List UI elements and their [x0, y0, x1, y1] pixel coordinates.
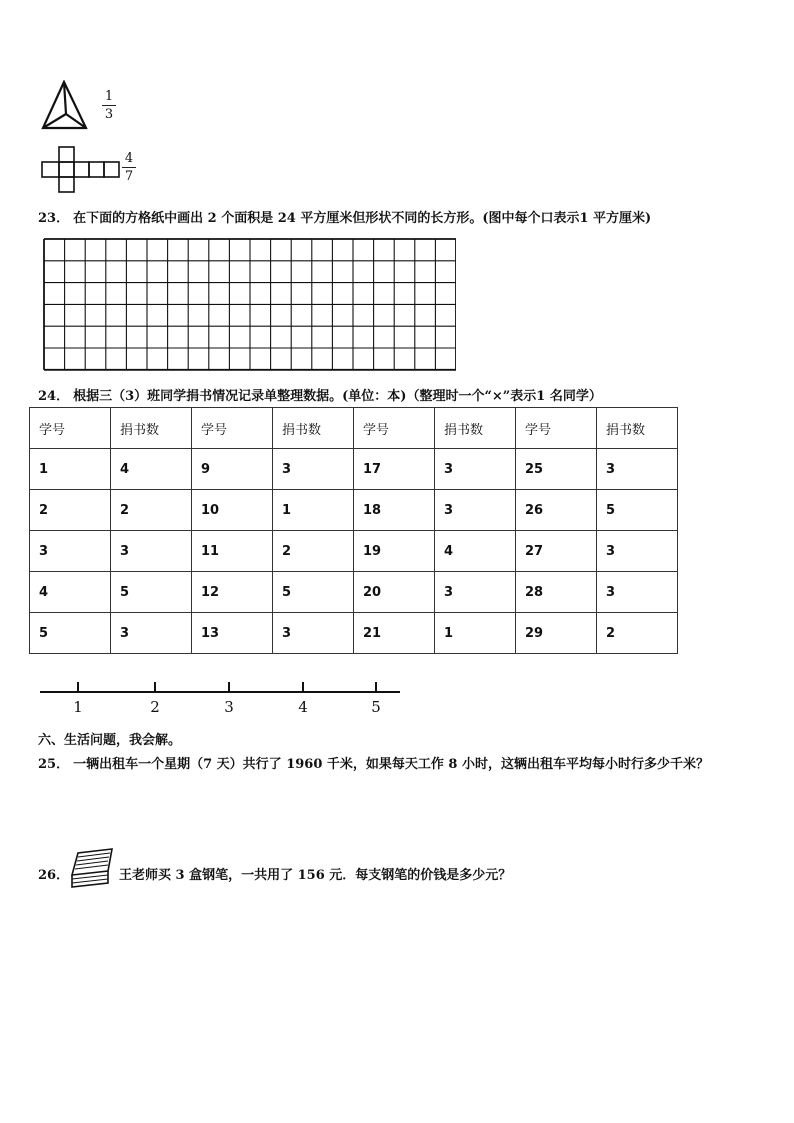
tetrahedron-figure	[40, 80, 90, 132]
table-cell: 3	[435, 449, 516, 490]
table-cell: 13	[192, 613, 273, 654]
header-cell: 学号	[354, 408, 435, 449]
cube-net-figure	[40, 146, 122, 194]
question-text: 在下面的方格纸中画出 2 个面积是 24 平方厘米但形状不同的长方形。(图中每个口表示1 平方厘米)	[73, 211, 652, 226]
table-cell: 1	[273, 490, 354, 531]
table-cell: 4	[30, 572, 111, 613]
table-cell: 25	[516, 449, 597, 490]
question-number: 25．	[38, 757, 70, 772]
table-cell: 3	[435, 490, 516, 531]
table-cell: 2	[597, 613, 678, 654]
fraction-four-sevenths	[122, 151, 136, 184]
table-cell: 3	[273, 449, 354, 490]
number-line-label: 1	[73, 698, 83, 716]
table-cell: 26	[516, 490, 597, 531]
header-cell: 捐书数	[111, 408, 192, 449]
header-cell: 捐书数	[273, 408, 354, 449]
question-number: 24．	[38, 389, 70, 404]
number-line-label: 4	[298, 698, 308, 716]
table-cell: 3	[597, 572, 678, 613]
table-row	[30, 490, 678, 531]
header-cell: 学号	[516, 408, 597, 449]
number-line-label: 5	[371, 698, 381, 716]
table-cell: 2	[273, 531, 354, 572]
table-cell: 3	[597, 449, 678, 490]
table-cell: 3	[435, 572, 516, 613]
header-cell: 学号	[192, 408, 273, 449]
number-line-label: 3	[224, 698, 234, 716]
table-row	[30, 531, 678, 572]
header-cell: 捐书数	[435, 408, 516, 449]
question-text: 一辆出租车一个星期（7 天）共行了 1960 千米，如果每天工作 8 小时，这辆出租车平均每小时行多少千米？	[73, 757, 709, 772]
table-cell: 12	[192, 572, 273, 613]
table-row	[30, 449, 678, 490]
table-cell: 9	[192, 449, 273, 490]
number-line-label: 2	[150, 698, 160, 716]
header-cell: 捐书数	[597, 408, 678, 449]
question-text: 根据三（3）班同学捐书情况记录单整理数据。(单位：本)（整理时一个“×”表示1 名同学）	[73, 389, 602, 404]
table-cell: 17	[354, 449, 435, 490]
table-cell: 2	[111, 490, 192, 531]
table-cell: 29	[516, 613, 597, 654]
question-26-text: 王老师买 3 盒钢笔，一共用了 156 元．每支钢笔的价钱是多少元？	[119, 868, 512, 883]
table-cell: 5	[597, 490, 678, 531]
table-cell: 3	[111, 613, 192, 654]
question-24	[38, 385, 602, 404]
table-cell: 20	[354, 572, 435, 613]
question-25	[38, 753, 709, 772]
grid-paper[interactable]	[42, 237, 456, 371]
table-cell: 21	[354, 613, 435, 654]
table-cell: 4	[435, 531, 516, 572]
fraction-numerator: 4	[124, 151, 134, 166]
table-header-row	[30, 408, 678, 449]
table-cell: 19	[354, 531, 435, 572]
table-row	[30, 613, 678, 654]
question-26-number: 26．	[38, 868, 70, 883]
table-cell: 27	[516, 531, 597, 572]
table-cell: 4	[111, 449, 192, 490]
fraction-numerator: 1	[104, 89, 114, 104]
question-23	[38, 207, 651, 226]
fraction-one-third	[102, 89, 116, 122]
table-cell: 28	[516, 572, 597, 613]
table-cell: 3	[30, 531, 111, 572]
table-cell: 3	[597, 531, 678, 572]
number-line	[38, 680, 402, 696]
table-cell: 1	[30, 449, 111, 490]
table-cell: 5	[273, 572, 354, 613]
fraction-denominator: 3	[104, 107, 114, 122]
table-cell: 11	[192, 531, 273, 572]
table-cell: 5	[111, 572, 192, 613]
section-heading: 六、生活问题，我会解。	[38, 733, 182, 748]
table-cell: 3	[273, 613, 354, 654]
fraction-denominator: 7	[124, 169, 134, 184]
table-cell: 1	[435, 613, 516, 654]
table-cell: 5	[30, 613, 111, 654]
pen-box-icon	[68, 845, 116, 893]
table-cell: 10	[192, 490, 273, 531]
table-cell: 18	[354, 490, 435, 531]
donation-record-table	[29, 407, 678, 654]
header-cell: 学号	[30, 408, 111, 449]
table-cell: 2	[30, 490, 111, 531]
question-number: 23．	[38, 211, 70, 226]
table-row	[30, 572, 678, 613]
table-cell: 3	[111, 531, 192, 572]
